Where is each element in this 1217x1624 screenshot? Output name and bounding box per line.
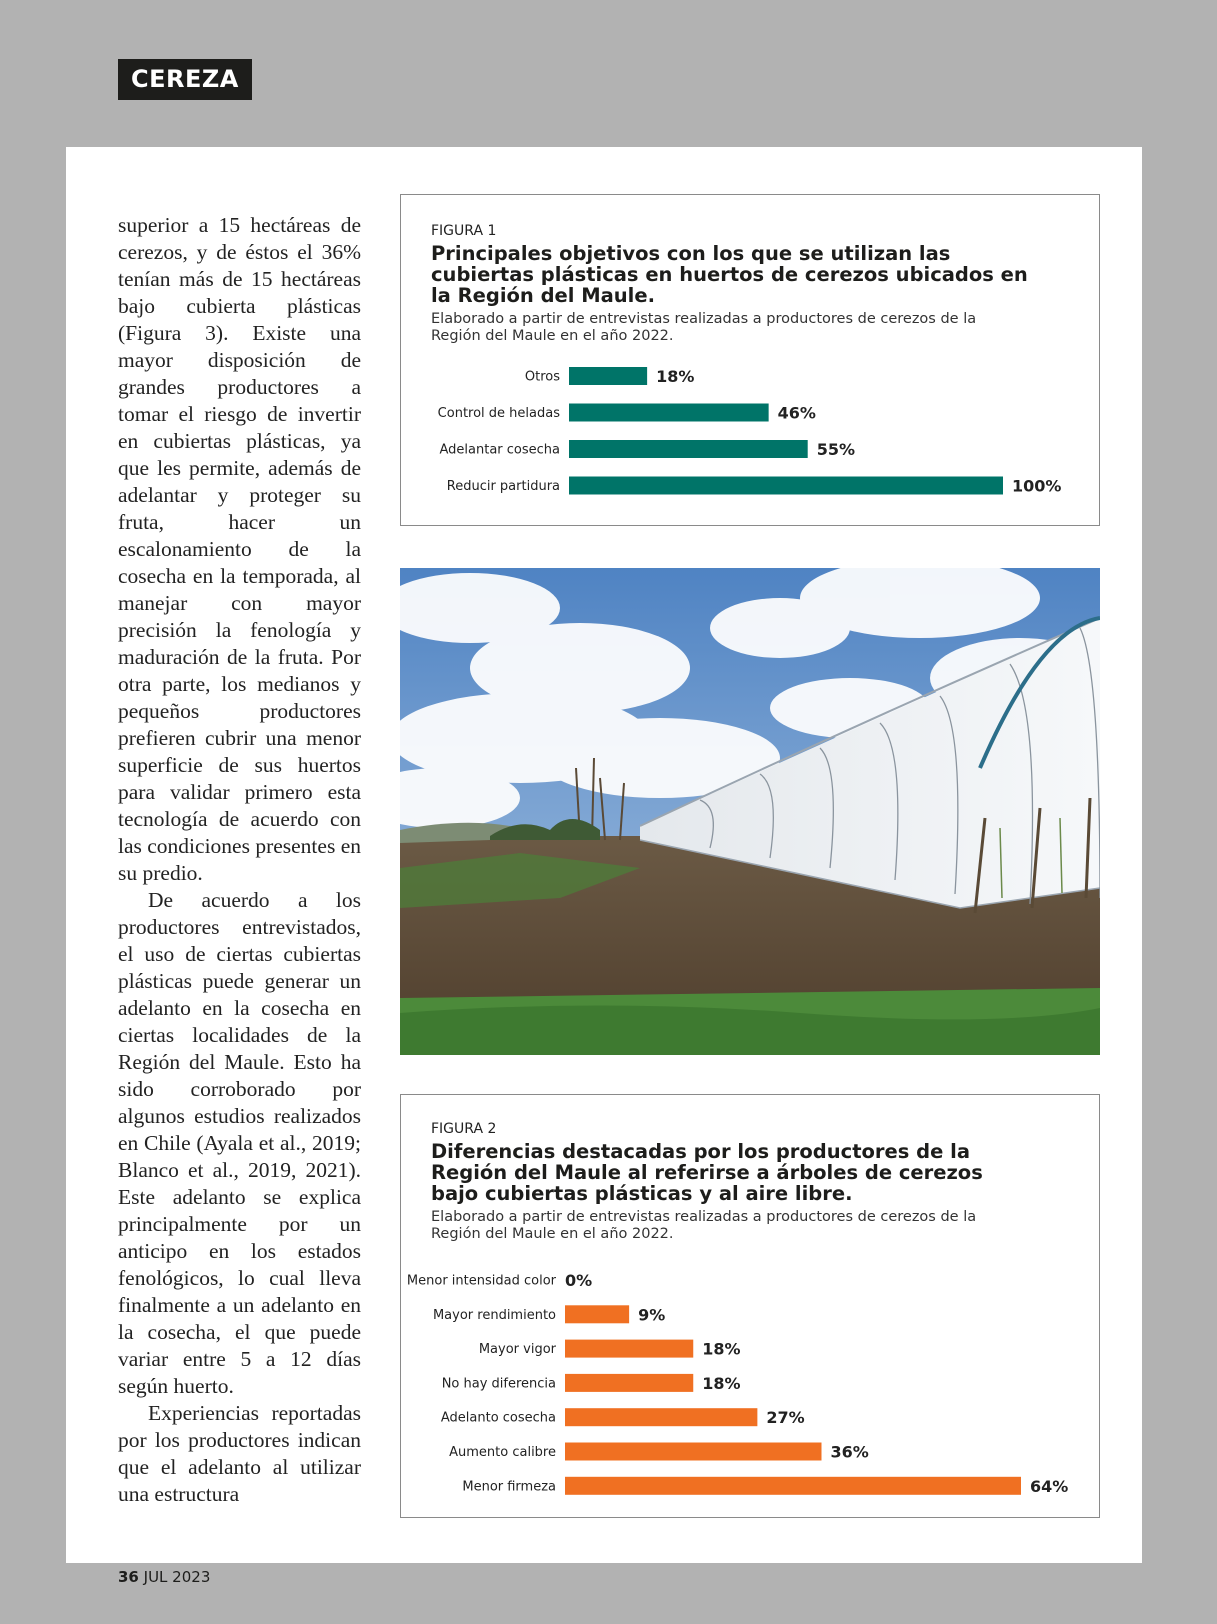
fig2-bar xyxy=(565,1305,629,1323)
figure-2-chart xyxy=(401,1095,1099,1517)
fig1-category-label: Reducir partidura xyxy=(446,479,560,494)
fig2-value-label: 18% xyxy=(702,1339,741,1359)
figure-1-title: Principales objetivos con los que se utilizan las cubiertas plásticas en huertos de cerezos ubicados en la Región del Maule. xyxy=(431,242,1028,307)
fig2-category-label: Menor intensidad color xyxy=(406,1273,556,1289)
fig2-value-label: 36% xyxy=(830,1442,869,1462)
fig2-value-label: 9% xyxy=(638,1305,666,1325)
fig2-category-label: No hay diferencia xyxy=(441,1376,556,1392)
fig1-value-label: 18% xyxy=(656,367,695,386)
figure-1 xyxy=(400,194,1100,526)
fig1-bar xyxy=(569,440,808,458)
fig2-category-label: Adelanto cosecha xyxy=(440,1410,556,1426)
section-tag: CEREZA xyxy=(118,59,252,100)
fig2-category-label: Aumento calibre xyxy=(449,1445,556,1460)
fig2-category-label: Mayor vigor xyxy=(478,1342,556,1358)
figure-1-subtitle: Elaborado a partir de entrevistas realizadas a productores de cerezos de la Región del Maule en el año 2022. xyxy=(431,311,977,344)
article-body xyxy=(118,212,361,1508)
fig1-bar xyxy=(569,477,1003,495)
figure-1-label: FIGURA 1 xyxy=(431,223,497,239)
fig1-bar xyxy=(569,404,769,422)
page xyxy=(66,147,1142,1563)
fig2-category-label: Menor firmeza xyxy=(462,1479,556,1495)
fig2-bar xyxy=(565,1374,693,1392)
fig1-category-label: Adelantar cosecha xyxy=(439,442,560,458)
fig2-value-label: 64% xyxy=(1030,1476,1069,1496)
fig1-bar xyxy=(569,367,647,385)
article-paragraph: De acuerdo a los productores entrevistados, el uso de ciertas cubiertas plásticas puede generar un adelanto en la cosecha en ciertas localidades de la Región del Maule. Esto ha sido corroborado por algunos estudios realizados en Chile (Ayala et al., 2019; Blanco et al., 2019, 2021). Este adelanto se explica principalmente por un anticipo en los estados fenológicos, lo cual lleva finalmente a un adelanto en la cosecha, el que puede variar entre 5 a 12 días según huerto. xyxy=(118,888,361,1398)
figure-2 xyxy=(400,1094,1100,1518)
page-footer xyxy=(118,1568,210,1586)
cherry-orchard-tunnel-photo xyxy=(400,568,1100,1055)
page-number: 36 xyxy=(118,1568,139,1586)
figure-2-subtitle: Elaborado a partir de entrevistas realizadas a productores de cerezos de la Región del Maule en el año 2022. xyxy=(431,1209,977,1242)
fig1-value-label: 100% xyxy=(1012,476,1062,496)
fig1-value-label: 55% xyxy=(816,440,855,459)
fig2-category-label: Mayor rendimiento xyxy=(432,1307,556,1323)
fig1-value-label: 46% xyxy=(777,403,816,423)
greenhouse-photo xyxy=(400,568,1100,1055)
figure-2-title: Diferencias destacadas por los productores de la Región del Maule al referirse a árboles de cerezos bajo cubiertas plásticas y al aire libre. xyxy=(431,1140,983,1205)
article-paragraph: Experiencias reportadas por los productores indican que el adelanto al utilizar una estructura xyxy=(118,1401,361,1506)
figure-1-chart xyxy=(401,195,1099,525)
fig1-category-label: Otros xyxy=(524,369,560,385)
issue-date: JUL 2023 xyxy=(143,1568,211,1586)
fig2-bar xyxy=(565,1340,693,1358)
figure-2-label: FIGURA 2 xyxy=(431,1121,497,1137)
fig1-category-label: Control de heladas xyxy=(437,406,560,421)
fig2-bar xyxy=(565,1443,822,1461)
fig2-bar xyxy=(565,1408,757,1426)
fig2-bar xyxy=(565,1477,1021,1495)
fig2-value-label: 18% xyxy=(702,1373,741,1393)
fig2-value-label: 27% xyxy=(766,1408,805,1428)
fig2-value-label: 0% xyxy=(565,1271,593,1290)
article-paragraph: superior a 15 hectáreas de cerezos, y de éstos el 36% tenían más de 15 hectáreas bajo cubierta plásticas (Figura 3). Existe una mayor disposición de grandes productores a tomar el riesgo de invertir en cubiertas plásticas, ya que les permite, además de adelantar y proteger su fruta, hacer un escalonamiento de la cosecha en la temporada, al manejar con mayor precisión la fenología y maduración de la fruta. Por otra parte, los medianos y pequeños productores prefieren cubrir una menor superficie de sus huertos para validar primero esta tecnología de acuerdo con las condiciones presentes en su predio. xyxy=(118,213,361,885)
